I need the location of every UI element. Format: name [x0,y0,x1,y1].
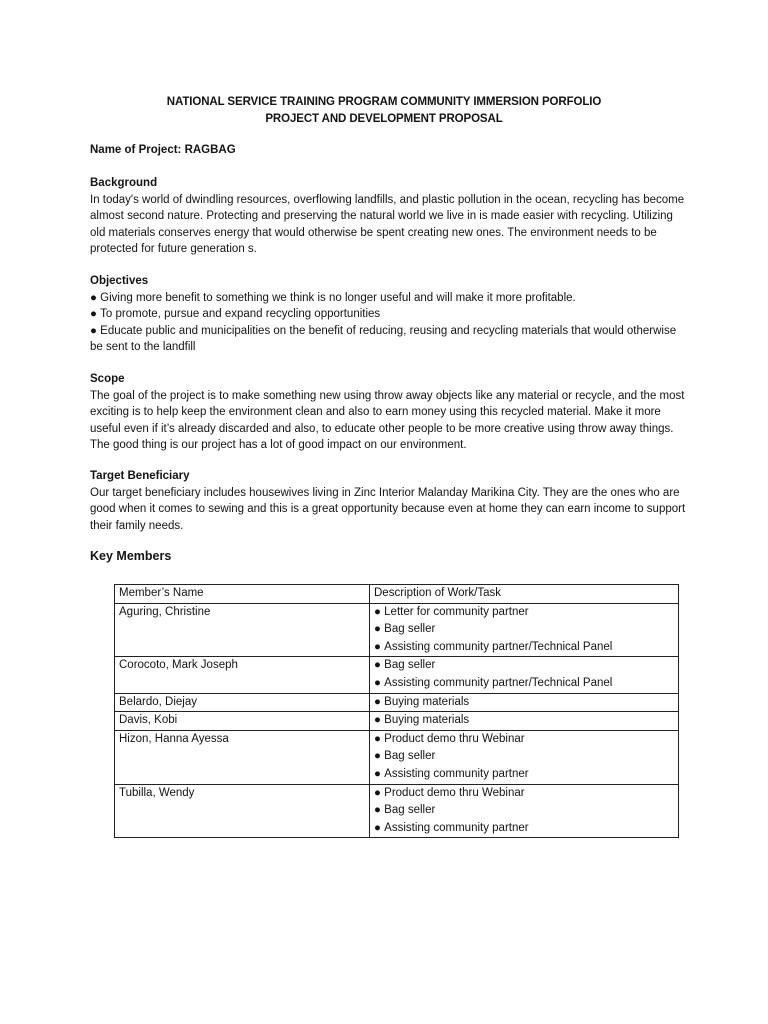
task-item: ● Product demo thru Webinar [374,785,674,803]
task-item: ● Letter for community partner [374,604,674,622]
task-item: ● Assisting community partner/Technical Panel [374,639,674,657]
objectives-heading: Objectives [90,275,149,287]
table-row [115,784,679,838]
background-line: protected for future generation s. [90,243,257,255]
scope-line: The goal of the project is to make something new using throw away objects like any material or recycle, and the most [90,389,685,402]
target-beneficiary-heading: Target Beneficiary [90,470,190,482]
member-tasks [370,603,679,657]
document-title [0,94,768,128]
background-line: almost second nature. Protecting and preserving the natural world we live in is made easier with recycling. Utilizing [90,210,673,222]
background-line: old materials conserves energy that would otherwise be spent creating new ones. The environment needs to be [90,226,657,239]
objective-continuation: be sent to the landfill [90,341,196,353]
task-item: ● Bag seller [374,802,674,820]
scope-line: The good thing is our project has a lot of good impact on our environment. [90,439,467,451]
member-name: Tubilla, Wendy [115,784,370,838]
scope-line: exciting is to help keep the environment clean and also to earn money using this recycled material. Make it more [90,406,661,418]
member-tasks [370,657,679,693]
target-line: their family needs. [90,519,184,532]
target-beneficiary-section [90,468,690,534]
key-members-heading: Key Members [90,549,172,563]
title-line-2: PROJECT AND DEVELOPMENT PROPOSAL [265,113,503,125]
member-name: Corocoto, Mark Joseph [115,657,370,693]
task-item: ● Assisting community partner [374,766,674,784]
scope-line: useful even if it’s already discarded and also, to educate other people to be more creative using throw away things. [90,422,674,435]
table-row [115,730,679,784]
member-name: Hizon, Hanna Ayessa [115,730,370,784]
member-name: Aguring, Christine [115,603,370,657]
member-tasks [370,712,679,731]
member-name: Belardo, Diejay [115,693,370,712]
column-header-name: Member’s Name [115,585,370,604]
member-tasks [370,693,679,712]
task-item: ● Bag seller [374,748,674,766]
member-name: Davis, Kobi [115,712,370,731]
objectives-section [90,273,690,356]
target-line: Our target beneficiary includes housewives living in Zinc Interior Malanday Marikina City. They are the ones who are [90,486,680,499]
task-item: ● Buying materials [374,712,674,730]
title-line-1: NATIONAL SERVICE TRAINING PROGRAM COMMUNITY IMMERSION PORFOLIO [166,96,602,108]
table-row [115,603,679,657]
objective-item: ● Giving more benefit to something we think is no longer useful and will make it more profitable. [90,290,690,307]
table-row [115,693,679,712]
member-tasks [370,730,679,784]
project-name: Name of Project: RAGBAG [90,144,236,156]
task-item: ● Buying materials [374,694,674,712]
task-item: ● Assisting community partner/Technical Panel [374,675,674,693]
table-header-row [115,585,679,604]
background-section [90,175,690,258]
table-row [115,712,679,731]
table-row [115,657,679,693]
task-item: ● Product demo thru Webinar [374,731,674,749]
scope-heading: Scope [90,373,125,385]
key-members-table [114,584,679,838]
scope-section [90,371,690,454]
background-heading: Background [90,177,158,189]
background-line: In today's world of dwindling resources, overflowing landfills, and plastic pollution in the ocean, recycling has become [90,193,685,206]
objective-item: ● Educate public and municipalities on the benefit of reducing, reusing and recycling materials that would otherwise [90,323,690,340]
member-tasks [370,784,679,838]
column-header-task: Description of Work/Task [370,585,679,604]
target-line: good when it comes to sewing and this is a great opportunity because even at home they can earn income to support [90,503,686,515]
task-item: ● Bag seller [374,621,674,639]
objective-item: ● To promote, pursue and expand recycling opportunities [90,306,690,323]
task-item: ● Assisting community partner [374,820,674,838]
task-item: ● Bag seller [374,657,674,675]
